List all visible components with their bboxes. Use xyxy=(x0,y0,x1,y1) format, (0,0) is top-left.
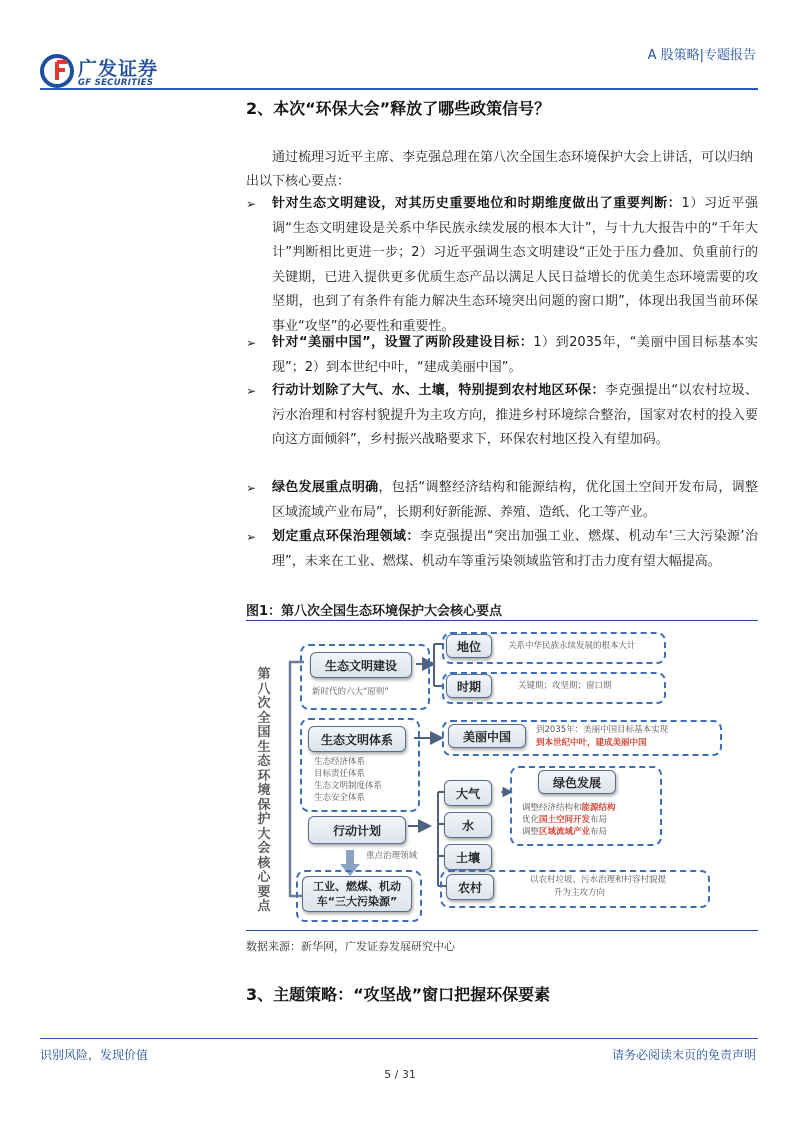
node-xdjh: 行动计划 xyxy=(308,816,406,844)
note-systems: 生态经济体系 目标责任体系 生态文明制度体系 生态安全体系 xyxy=(314,757,383,803)
note-mlzg-2: 到本世纪中叶，建成美丽中国 xyxy=(536,738,647,748)
node-diwei: 地位 xyxy=(446,634,492,658)
logo-english: GF SECURITIES xyxy=(78,78,154,88)
node-slwr: 工业、燃煤、机动车“三大污染源” xyxy=(302,876,412,912)
header-report-type: A 股策略|专题报告 xyxy=(647,48,756,63)
bullet-arrow-icon: ➢ xyxy=(246,481,257,495)
bullet-item: 针对生态文明建设，对其历史重要地位和时期维度做出了重要判断：1）习近平强调“生态文明建设是关系中华民族永续发展的根本大计”，与十九大报告中的“千年大计”判断相比更进一步；2）习近平强调生态文明建设“正处于压力叠加、负重前行的关键期，已进入提供更多优质生态产品以满足人民日益增长的优美生态环境需要的攻坚期，也到了有条件有能力解决生态环境突出问题的窗口期”，体现出我国当前环保事业“攻坚”的必要性和重要性。 xyxy=(272,196,758,334)
bullet-item: 划定重点环保治理领域：李克强提出“突出加强工业、燃煤、机动车‘三大污染源’治理”，未来在工业、燃煤、机动车等重污染领域监管和打击力度有望大幅提高。 xyxy=(272,529,758,569)
footer-divider xyxy=(40,1038,758,1039)
note-lsfz-2: 优化国土空间开发布局 xyxy=(522,815,608,825)
note-shiqi: 关键期；攻坚期；窗口期 xyxy=(518,681,612,691)
figure-bottom-rule xyxy=(246,930,758,931)
bullet-arrow-icon: ➢ xyxy=(246,336,257,350)
bullet-arrow-icon: ➢ xyxy=(246,197,257,211)
node-mlzg: 美丽中国 xyxy=(448,724,526,748)
node-shiqi: 时期 xyxy=(446,674,492,698)
node-tr: 土壤 xyxy=(444,844,492,870)
footer-disclaimer: 请务必阅读末页的免责声明 xyxy=(611,1048,756,1062)
note-zhongdian: 重点治理领域 xyxy=(366,851,418,861)
page-number: 5 / 31 xyxy=(384,1068,416,1081)
figure-source: 数据来源：新华网，广发证券发展研究中心 xyxy=(246,940,455,953)
note-nc-1: 以农村垃圾、污水治理和村容村貌提 xyxy=(530,875,667,885)
figure-title: 图1：第八次全国生态环境保护大会核心要点 xyxy=(246,604,503,619)
node-stjs: 生态文明建设 xyxy=(310,652,412,678)
mind-map-figure xyxy=(246,624,758,930)
bullet-item: 绿色发展重点明确，包括“调整经济结构和能源结构，优化国土空间开发布局，调整区域流域产业布局”，长期利好新能源、养殖、造纸、化工等产业。 xyxy=(272,480,758,520)
bullet-arrow-icon: ➢ xyxy=(246,384,257,398)
node-nc: 农村 xyxy=(446,874,494,900)
note-nc-2: 升为主攻方向 xyxy=(554,888,606,898)
bullet-arrow-icon: ➢ xyxy=(246,530,257,544)
node-sttx: 生态文明体系 xyxy=(308,726,406,752)
figure-top-rule xyxy=(246,620,758,621)
section-heading-3: 3、主题策略：“攻坚战”窗口把握环保要素 xyxy=(246,985,551,1004)
note-lsfz-3: 调整区域流域产业布局 xyxy=(522,827,608,837)
node-lsfz: 绿色发展 xyxy=(538,770,616,794)
bullet-item: 行动计划除了大气、水、土壤，特别提到农村地区环保：李克强提出“以农村垃圾、污水治理和村容村貌提升为主攻方向，推进乡村环境综合整治，国家对农村的投入要向这方面倾斜”，乡村振兴战略要求下，环保农村地区投入有望加码。 xyxy=(272,383,758,447)
header-divider xyxy=(40,88,758,90)
bullet-item: 针对“美丽中国”，设置了两阶段建设目标：1）到2035年，“美丽中国目标基本实现”；2）到本世纪中叶，“建成美丽中国”。 xyxy=(272,335,759,375)
note-lsfz-1: 调整经济结构和能源结构 xyxy=(522,803,616,813)
note-six-principles: 新时代的六大“原则” xyxy=(312,687,389,697)
footer-slogan: 识别风险，发现价值 xyxy=(40,1048,149,1062)
note-mlzg-1: 到2035年：美丽中国目标基本实现 xyxy=(536,725,669,735)
figure-vertical-label: 第八次全国生态环境保护大会核心要点 xyxy=(257,667,271,914)
note-diwei: 关系中华民族永续发展的根本大计 xyxy=(508,641,636,651)
logo-chinese: 广发证券 xyxy=(78,58,159,80)
node-shui: 水 xyxy=(444,812,492,838)
node-dq: 大气 xyxy=(444,780,492,806)
section-heading: 2、本次“环保大会”释放了哪些政策信号？ xyxy=(246,99,551,118)
intro-paragraph: 通过梳理习近平主席、李克强总理在第八次全国生态环境保护大会上讲话，可以归纳出以下核心要点： xyxy=(246,150,754,189)
gf-logo-icon xyxy=(40,54,74,88)
